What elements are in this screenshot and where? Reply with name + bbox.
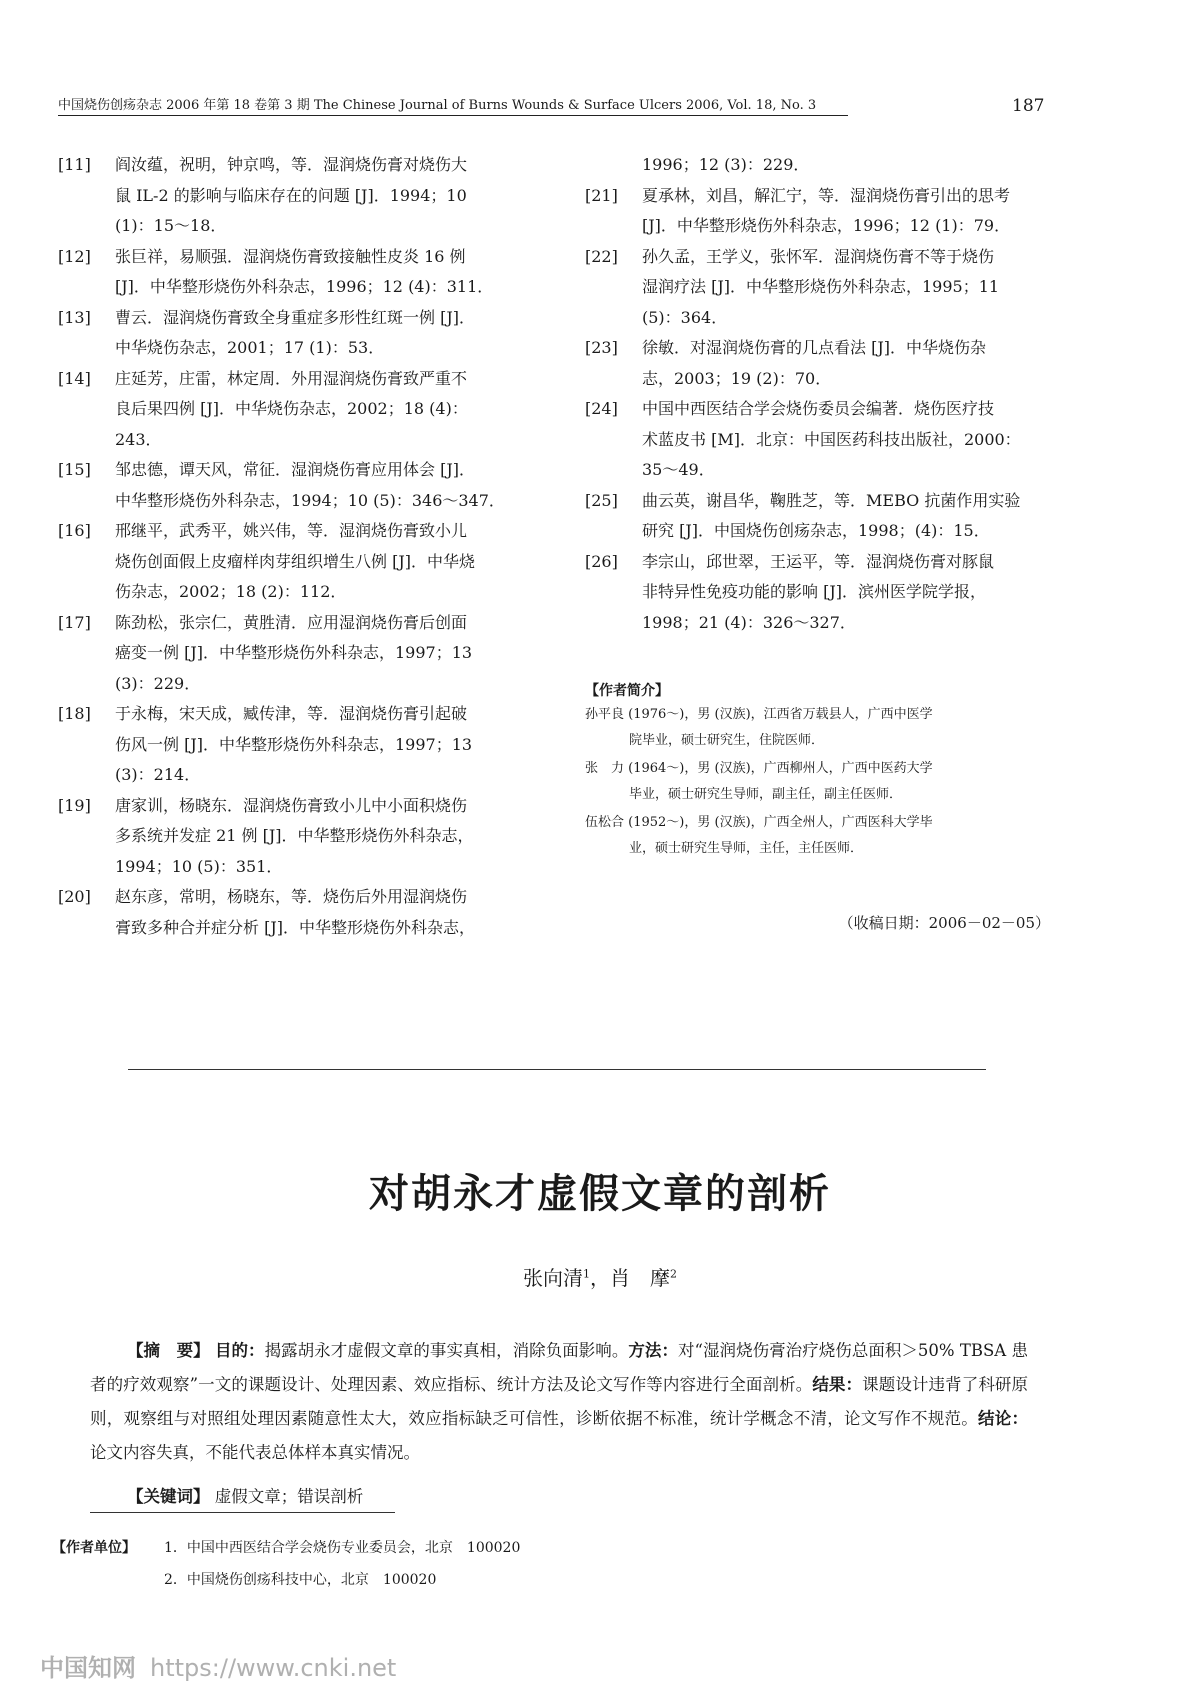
affiliation-2: 2．中国烧伤创疡科技中心，北京 100020 <box>164 1572 437 1588</box>
affiliation-1: 1．中国中西医结合学会烧伤专业委员会，北京 100020 <box>164 1540 521 1556</box>
author-profile-line: 孙平良 (1976～)，男 (汉族)，江西省万载县人，广西中医学 <box>585 707 933 722</box>
author-profile-line: 伍松合 (1952～)，男 (汉族)，广西全州人，广西医科大学毕 <box>585 815 933 830</box>
reference-number: [15] <box>58 460 91 479</box>
page-number: 187 <box>1012 96 1045 116</box>
author-profile-item <box>585 756 1055 808</box>
author-affiliation-mark: 1 <box>583 1267 590 1281</box>
reference-item <box>58 699 548 791</box>
reference-line: 癌变一例 [J]．中华整形烧伤外科杂志，1997；13 <box>115 643 473 662</box>
reference-line: 多系统并发症 21 例 [J]．中华整形烧伤外科杂志， <box>115 826 474 845</box>
reference-continuation: 1996；12 (3)：229． <box>642 155 810 174</box>
reference-number: [13] <box>58 307 91 327</box>
author-profile-line: 张 力 (1964～)，男 (汉族)，广西柳州人，广西中医药大学 <box>585 761 933 776</box>
author-profile-item <box>585 810 1055 862</box>
received-date: （收稿日期：2006－02－05） <box>838 914 1050 932</box>
reference-item <box>58 791 548 883</box>
affiliations-heading: 【作者单位】 <box>52 1540 136 1556</box>
reference-item <box>58 242 548 303</box>
reference-item <box>585 181 1075 242</box>
reference-number: [18] <box>58 704 91 723</box>
author-name: 张向清 <box>523 1266 583 1290</box>
reference-line: 于永梅，宋天成，臧传津，等．湿润烧伤膏引起破 <box>115 704 468 723</box>
reference-item <box>58 516 548 608</box>
reference-line: [J]．中华整形烧伤外科杂志，1996；12 (1)：79． <box>642 216 1011 235</box>
reference-item <box>58 364 548 456</box>
reference-line: 邹忠德，谭天风，常征．湿润烧伤膏应用体会 [J]． <box>115 460 475 479</box>
author-profile-line: 毕业，硕士研究生导师，副主任，副主任医师． <box>629 787 903 802</box>
reference-item <box>58 882 548 943</box>
reference-number: [21] <box>585 185 618 205</box>
reference-line: 术蓝皮书 [M]．北京：中国医药科技出版社，2000： <box>642 429 1021 449</box>
reference-item <box>58 608 548 700</box>
reference-item <box>58 455 548 516</box>
author-affiliation-mark: 2 <box>670 1267 677 1281</box>
reference-number: [11] <box>58 155 91 174</box>
reference-number: [23] <box>585 338 618 357</box>
abstract-label-method: 方法： <box>628 1341 678 1360</box>
references-right-list <box>585 181 1075 639</box>
references-left-column <box>58 150 548 943</box>
keywords <box>90 1483 363 1507</box>
reference-number: [17] <box>58 612 91 632</box>
references-right-column <box>585 150 1075 638</box>
reference-line: 湿润疗法 [J]．中华整形烧伤外科杂志，1995；11 <box>642 277 1000 296</box>
author-profile-item <box>585 702 1055 754</box>
reference-number: [14] <box>58 368 91 388</box>
reference-line: 邢继平，武秀平，姚兴伟，等．湿润烧伤膏致小儿 <box>115 521 468 540</box>
cnki-url[interactable]: https://www.cnki.net <box>150 1654 397 1682</box>
reference-line: 243． <box>115 429 162 449</box>
reference-line: (5)：364． <box>642 307 728 327</box>
running-header: 中国烧伤创疡杂志 2006 年第 18 卷第 3 期 The Chinese Journal of Burns Wounds & Surface Ulcers 2006, Vol. 18, No. 3 <box>58 98 848 116</box>
reference-line: 夏承林，刘昌，解汇宁，等．湿润烧伤膏引出的思考 <box>642 185 1011 205</box>
reference-line: 鼠 IL-2 的影响与临床存在的问题 [J]．1994；10 <box>115 185 467 205</box>
abstract-label-objective: 目的： <box>214 1341 265 1360</box>
author-profile-list <box>585 702 1055 862</box>
author-profile-line: 院毕业，硕士研究生，住院医师． <box>629 733 825 748</box>
reference-line: 庄延芳，庄雷，林定周．外用湿润烧伤膏致严重不 <box>115 368 468 388</box>
reference-line: 唐家训，杨晓东．湿润烧伤膏致小儿中小面积烧伤 <box>115 795 468 815</box>
abstract <box>90 1334 1028 1470</box>
author-name: 肖 摩 <box>610 1266 670 1290</box>
reference-line: 赵东彦，常明，杨晓东，等．烧伤后外用湿润烧伤 <box>115 887 468 906</box>
reference-line: 中国中西医结合学会烧伤委员会编著．烧伤医疗技 <box>642 399 995 418</box>
reference-item <box>58 303 548 364</box>
reference-line: 张巨祥，易顺强．湿润烧伤膏致接触性皮炎 16 例 <box>115 246 466 266</box>
reference-number: [19] <box>58 795 91 815</box>
author-profile <box>585 680 1055 862</box>
author-profile-line: 业，硕士研究生导师，主任，主任医师． <box>629 841 864 856</box>
abstract-method: 对“湿润烧伤膏治疗烧伤总面积＞50% TBSA 患者的疗效观察”一文的课题设计、处理因素、效应指标、统计方法及论文写作等内容进行全面剖析。 <box>90 1341 1029 1394</box>
reference-item <box>585 394 1075 486</box>
reference-number: [16] <box>58 521 91 540</box>
reference-line: 伤杂志，2002；18 (2)：112． <box>115 582 347 601</box>
reference-line: [J]．中华整形烧伤外科杂志，1996；12 (4)：311． <box>115 277 494 296</box>
keywords-text: 虚假文章；错误剖析 <box>214 1487 364 1506</box>
reference-line: 非特异性免疫功能的影响 [J]．滨州医学院学报， <box>642 582 986 601</box>
author-separator: ， <box>590 1266 610 1290</box>
reference-item <box>58 150 548 242</box>
author-profile-heading: 【作者简介】 <box>585 683 669 699</box>
reference-line: 陈劲松，张宗仁，黄胜清．应用湿润烧伤膏后创面 <box>115 612 468 632</box>
reference-line: 阎汝蕴，祝明，钟京鸣，等．湿润烧伤膏对烧伤大 <box>115 155 468 174</box>
reference-line: (1)：15～18． <box>115 216 227 235</box>
reference-item <box>585 242 1075 334</box>
reference-line: 良后果四例 [J]．中华烧伤杂志，2002；18 (4)： <box>115 399 468 418</box>
reference-item <box>585 486 1075 547</box>
reference-item <box>585 333 1075 394</box>
cnki-brand: 中国知网 <box>40 1654 136 1682</box>
reference-line: (3)：229． <box>115 673 201 693</box>
reference-line: 伤风一例 [J]．中华整形烧伤外科杂志，1997；13 <box>115 734 473 754</box>
abstract-tag: 【摘 要】 <box>127 1341 210 1360</box>
reference-number: [26] <box>585 551 618 571</box>
reference-number: [25] <box>585 490 618 510</box>
article-title: 对胡永才虚假文章的剖析 <box>369 1171 831 1217</box>
reference-number: [12] <box>58 246 91 266</box>
affiliations <box>52 1532 520 1596</box>
abstract-result: 课题设计违背了科研原则，观察组与对照组处理因素随意性太大，效应指标缺乏可信性，诊断依据不标准，统计学概念不清，论文写作不规范。 <box>90 1375 1029 1428</box>
reference-line: 中华整形烧伤外科杂志，1994；10 (5)：346～347． <box>115 490 505 510</box>
abstract-conclusion: 论文内容失真，不能代表总体样本真实情况。 <box>90 1443 420 1462</box>
cnki-watermark <box>40 1648 396 1683</box>
reference-line: 研究 [J]．中国烧伤创疡杂志，1998；(4)：15． <box>642 521 990 540</box>
reference-line: 烧伤创面假上皮瘤样肉芽组织增生八例 [J]．中华烧 <box>115 551 475 571</box>
section-divider <box>128 1069 986 1070</box>
reference-line: (3)：214． <box>115 765 201 784</box>
footnote-rule <box>90 1512 395 1513</box>
reference-item <box>585 547 1075 639</box>
reference-line: 曲云英，谢昌华，鞠胜芝，等．MEBO 抗菌作用实验 <box>642 490 1021 510</box>
reference-line: 中华烧伤杂志，2001；17 (1)：53． <box>115 338 385 357</box>
reference-line: 1998；21 (4)：326～327． <box>642 612 856 632</box>
reference-line: 35～49． <box>642 460 715 479</box>
reference-number: [24] <box>585 399 618 418</box>
abstract-objective: 揭露胡永才虚假文章的事实真相，消除负面影响。 <box>264 1341 629 1360</box>
reference-line: 1994；10 (5)：351． <box>115 856 283 876</box>
reference-number: [22] <box>585 246 618 266</box>
reference-line: 志，2003；19 (2)：70． <box>642 368 832 388</box>
abstract-label-result: 结果： <box>812 1375 863 1394</box>
reference-line: 膏致多种合并症分析 [J]．中华整形烧伤外科杂志， <box>115 917 475 937</box>
reference-line: 李宗山，邱世翠，王运平，等．湿润烧伤膏对豚鼠 <box>642 551 995 571</box>
reference-line: 孙久孟，王学义，张怀军．湿润烧伤膏不等于烧伤 <box>642 246 995 266</box>
reference-line: 徐敏．对湿润烧伤膏的几点看法 [J]．中华烧伤杂 <box>642 338 986 357</box>
reference-number: [20] <box>58 887 91 906</box>
abstract-label-conclusion: 结论： <box>978 1409 1029 1428</box>
article-authors <box>0 1262 1200 1291</box>
reference-line: 曹云．湿润烧伤膏致全身重症多形性红斑一例 [J]． <box>115 307 475 327</box>
keywords-tag: 【关键词】 <box>127 1487 210 1506</box>
